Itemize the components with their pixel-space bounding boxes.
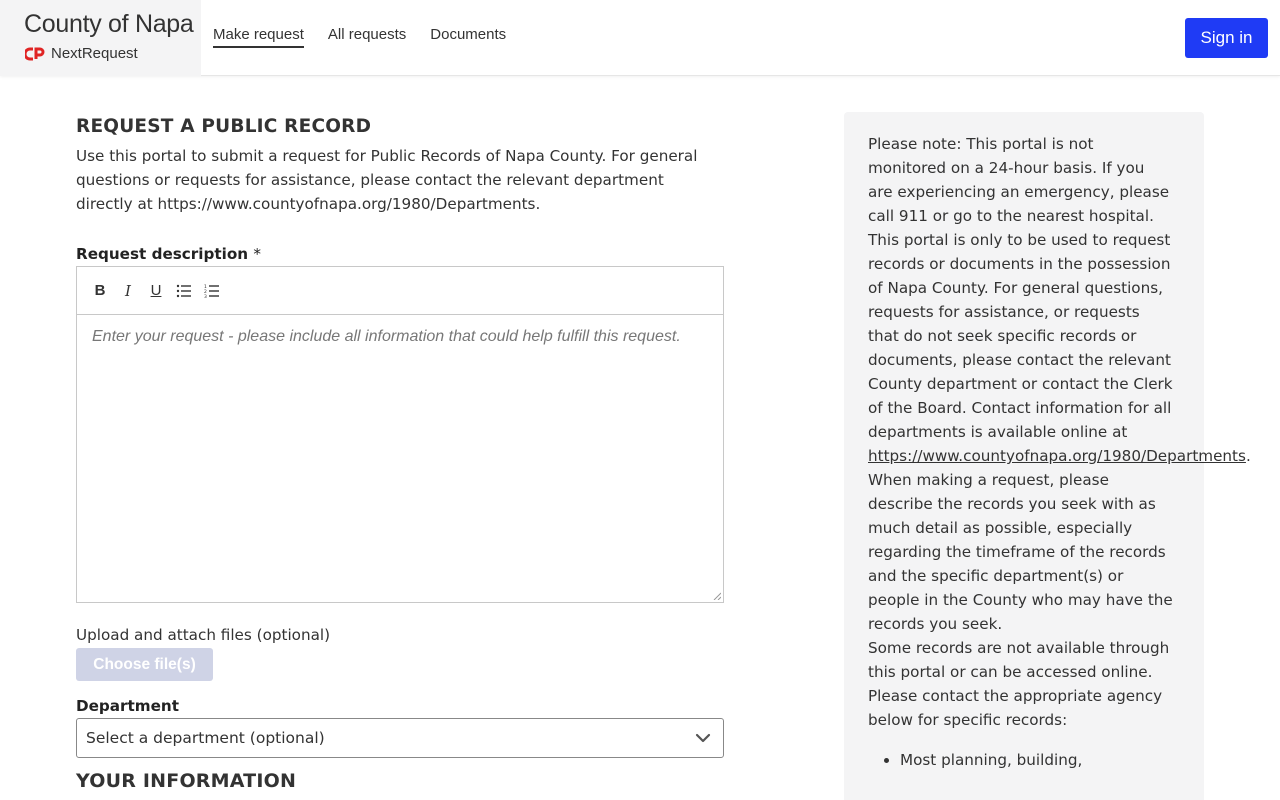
svg-text:3: 3	[204, 294, 207, 298]
required-mark: *	[253, 245, 261, 263]
intro-text: Use this portal to submit a request for Public Records of Napa County. For general questions or requests for assistance, please contact the relevant department directly at https://www.countyofnapa.org/1980/Departments.	[76, 147, 698, 213]
nextrequest-logo-icon	[25, 47, 45, 61]
bold-button[interactable]: B	[94, 282, 106, 299]
nav-all-requests[interactable]: All requests	[327, 26, 407, 43]
department-label: Department	[76, 697, 179, 715]
agency-list	[868, 748, 1173, 772]
notice-emergency: Please note: This portal is not monitored on a 24-hour basis. If you are experiencing an emergency, please call 911 or go to the nearest hospital.	[868, 135, 1170, 225]
top-navigation-bar	[0, 0, 1280, 76]
italic-button[interactable]: I	[125, 281, 131, 300]
chevron-down-icon	[695, 730, 711, 746]
nav-make-request[interactable]: Make request	[213, 26, 304, 48]
numbered-list-icon[interactable]	[203, 281, 221, 301]
request-description-editor[interactable]	[76, 266, 724, 603]
notice-portal-use	[868, 228, 1251, 468]
brand-subtitle-text: NextRequest	[51, 45, 138, 62]
editor-toolbar	[77, 267, 723, 315]
notice-other-records: Some records are not available through this portal or can be accessed online. Please contact the appropriate agency below for specific records:	[868, 639, 1170, 729]
svg-text:1: 1	[204, 284, 207, 290]
svg-text:2: 2	[204, 289, 207, 295]
link-suffix: .	[1245, 447, 1251, 465]
request-description-label-text: Request description	[76, 245, 249, 263]
department-selected-value: Select a department (optional)	[86, 729, 325, 747]
notice-sidebar	[844, 112, 1251, 800]
notice-detail: When making a request, please describe the records you seek with as much detail as possible, especially regarding the timeframe of the records and the specific department(s) or people in the County who may have the records you seek.	[868, 471, 1173, 633]
notice-text	[868, 132, 1251, 772]
request-form	[76, 116, 724, 792]
department-select[interactable]	[76, 718, 724, 758]
bullet-list-icon[interactable]	[175, 281, 193, 301]
underline-button[interactable]: U	[150, 282, 162, 299]
page-title: REQUEST A PUBLIC RECORD	[76, 116, 372, 137]
choose-files-button[interactable]: Choose file(s)	[76, 648, 213, 681]
brand-subtitle	[25, 45, 138, 62]
brand-logo[interactable]	[0, 0, 201, 76]
request-description-label	[76, 245, 724, 263]
your-information-heading: YOUR INFORMATION	[76, 770, 297, 792]
departments-link[interactable]: https://www.countyofnapa.org/1980/Departments	[868, 447, 1246, 465]
notice-portal-use-text: This portal is only to be used to request records or documents in the possession of Napa County. For general questions, requests for assistance, or requests that do not seek specific records or documents, please contact the relevant County department or contact the Clerk of the Board. Contact information for all departments is available online at	[868, 231, 1173, 441]
brand-title: County of Napa	[24, 10, 194, 38]
main-nav	[213, 26, 506, 48]
sign-in-button[interactable]: Sign in	[1185, 18, 1268, 58]
resize-handle-icon[interactable]	[713, 592, 721, 600]
nav-documents[interactable]: Documents	[430, 26, 507, 43]
request-description-placeholder[interactable]: Enter your request - please include all information that could help fulfill this request.	[92, 328, 681, 345]
list-item: • Most planning, building,	[900, 748, 1173, 772]
upload-label: Upload and attach files (optional)	[76, 626, 331, 644]
